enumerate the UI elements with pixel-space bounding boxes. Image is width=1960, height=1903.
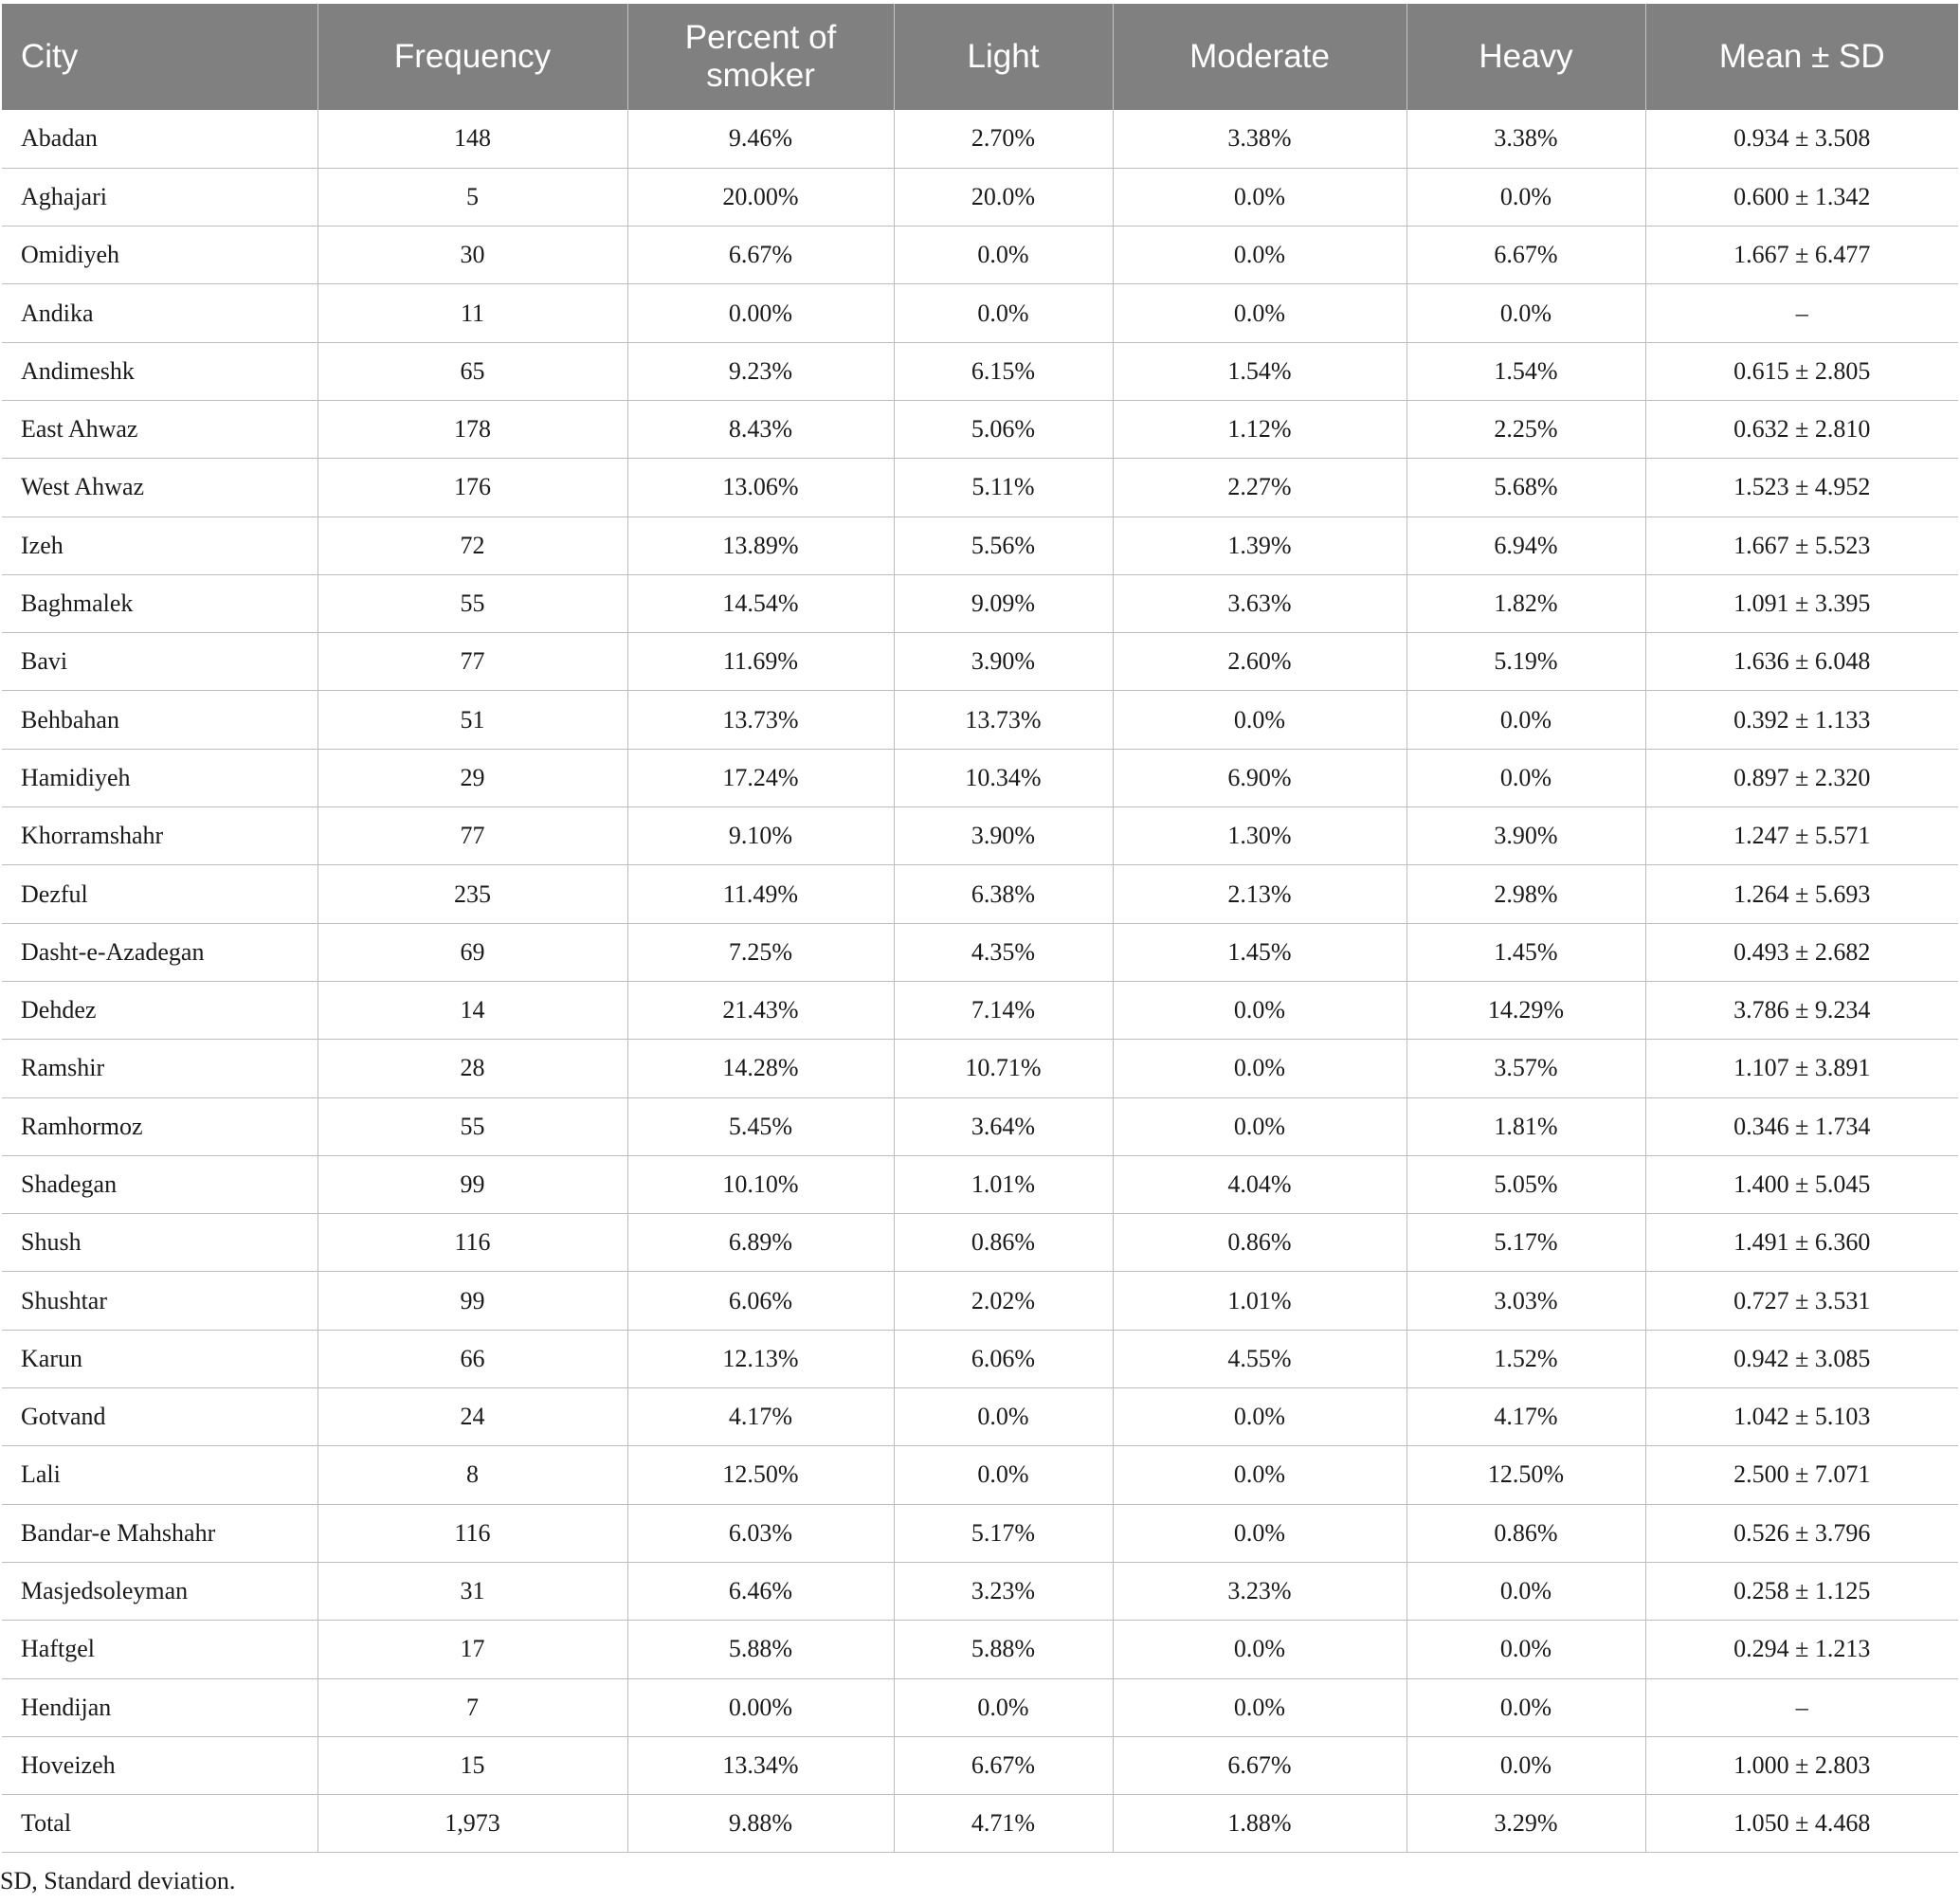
- table-cell: 21.43%: [627, 981, 894, 1039]
- table-cell: 14.28%: [627, 1040, 894, 1097]
- table-cell: 235: [318, 865, 627, 923]
- table-cell: 11.69%: [627, 633, 894, 691]
- table-cell: 3.38%: [1406, 110, 1645, 168]
- table-cell: 3.38%: [1113, 110, 1406, 168]
- table-row: [2, 342, 1958, 400]
- table-cell: 2.70%: [894, 110, 1113, 168]
- table-cell: 4.17%: [1406, 1388, 1645, 1446]
- city-cell: Baghmalek: [2, 574, 318, 632]
- table-row: [2, 1155, 1958, 1213]
- table-cell: 9.46%: [627, 110, 894, 168]
- table-cell: 0.86%: [1113, 1214, 1406, 1272]
- table-cell: 6.15%: [894, 342, 1113, 400]
- table-row: [2, 1330, 1958, 1387]
- table-cell: 0.86%: [1406, 1504, 1645, 1562]
- table-cell: 1.107 ± 3.891: [1645, 1040, 1958, 1097]
- table-cell: 51: [318, 691, 627, 749]
- table-cell: 28: [318, 1040, 627, 1097]
- city-cell: Dezful: [2, 865, 318, 923]
- table-cell: 30: [318, 227, 627, 284]
- table-cell: 1.264 ± 5.693: [1645, 865, 1958, 923]
- table-cell: 14.29%: [1406, 981, 1645, 1039]
- table-cell: 13.73%: [894, 691, 1113, 749]
- table-cell: 5.11%: [894, 459, 1113, 517]
- table-cell: 1.247 ± 5.571: [1645, 807, 1958, 865]
- table-cell: 72: [318, 517, 627, 574]
- table-cell: 3.64%: [894, 1097, 1113, 1155]
- table-cell: 0.0%: [1113, 1040, 1406, 1097]
- city-cell: Hamidiyeh: [2, 749, 318, 807]
- table-cell: 0.0%: [1113, 1446, 1406, 1504]
- table-cell: 0.0%: [1406, 749, 1645, 807]
- table-row: [2, 865, 1958, 923]
- table-cell: 13.73%: [627, 691, 894, 749]
- table-cell: 8.43%: [627, 400, 894, 458]
- table-row: [2, 1446, 1958, 1504]
- table-cell: 6.90%: [1113, 749, 1406, 807]
- city-cell: Shushtar: [2, 1272, 318, 1330]
- table-cell: 31: [318, 1562, 627, 1620]
- table-cell: 0.0%: [1406, 284, 1645, 342]
- table-cell: 2.25%: [1406, 400, 1645, 458]
- table-cell: 12.50%: [1406, 1446, 1645, 1504]
- smoking-table-container: [2, 4, 1958, 1853]
- table-cell: 65: [318, 342, 627, 400]
- table-row: [2, 923, 1958, 981]
- city-cell: Khorramshahr: [2, 807, 318, 865]
- table-cell: 3.90%: [894, 807, 1113, 865]
- table-cell: 1.81%: [1406, 1097, 1645, 1155]
- table-cell: 116: [318, 1214, 627, 1272]
- table-cell: 7: [318, 1678, 627, 1736]
- city-cell: Dehdez: [2, 981, 318, 1039]
- table-cell: 3.23%: [894, 1562, 1113, 1620]
- table-cell: 5.45%: [627, 1097, 894, 1155]
- table-cell: 3.786 ± 9.234: [1645, 981, 1958, 1039]
- table-cell: 0.0%: [1113, 227, 1406, 284]
- table-cell: 15: [318, 1736, 627, 1794]
- table-row: [2, 1678, 1958, 1736]
- table-cell: 0.0%: [894, 227, 1113, 284]
- table-cell: 3.23%: [1113, 1562, 1406, 1620]
- city-cell: Gotvand: [2, 1388, 318, 1446]
- table-cell: 1.667 ± 6.477: [1645, 227, 1958, 284]
- table-cell: 14: [318, 981, 627, 1039]
- table-cell: 0.0%: [1406, 1562, 1645, 1620]
- table-row: [2, 1388, 1958, 1446]
- table-cell: 55: [318, 1097, 627, 1155]
- table-cell: –: [1645, 1678, 1958, 1736]
- table-row: [2, 1272, 1958, 1330]
- table-cell: 0.00%: [627, 284, 894, 342]
- table-cell: 77: [318, 633, 627, 691]
- table-row: [2, 1097, 1958, 1155]
- table-cell: 0.600 ± 1.342: [1645, 168, 1958, 226]
- city-cell: Bandar-e Mahshahr: [2, 1504, 318, 1562]
- table-cell: 10.34%: [894, 749, 1113, 807]
- table-cell: 7.25%: [627, 923, 894, 981]
- table-row: [2, 1562, 1958, 1620]
- table-cell: 0.727 ± 3.531: [1645, 1272, 1958, 1330]
- city-cell: Haftgel: [2, 1621, 318, 1678]
- table-row: [2, 110, 1958, 168]
- table-cell: 2.13%: [1113, 865, 1406, 923]
- table-cell: 1.12%: [1113, 400, 1406, 458]
- table-cell: 0.0%: [1113, 1678, 1406, 1736]
- city-cell: Hendijan: [2, 1678, 318, 1736]
- table-cell: 0.258 ± 1.125: [1645, 1562, 1958, 1620]
- table-row: [2, 284, 1958, 342]
- table-cell: 0.0%: [1406, 1678, 1645, 1736]
- table-cell: 9.09%: [894, 574, 1113, 632]
- table-cell: 0.615 ± 2.805: [1645, 342, 1958, 400]
- table-cell: 1.400 ± 5.045: [1645, 1155, 1958, 1213]
- column-header: Heavy: [1406, 4, 1645, 110]
- table-cell: 5.68%: [1406, 459, 1645, 517]
- table-cell: 4.04%: [1113, 1155, 1406, 1213]
- table-header: [2, 4, 1958, 110]
- table-cell: 0.0%: [1113, 168, 1406, 226]
- header-row: [2, 4, 1958, 110]
- table-cell: 0.942 ± 3.085: [1645, 1330, 1958, 1387]
- table-cell: 9.10%: [627, 807, 894, 865]
- table-cell: 1.45%: [1113, 923, 1406, 981]
- table-cell: 3.29%: [1406, 1795, 1645, 1853]
- table-cell: 0.0%: [1406, 1736, 1645, 1794]
- table-cell: 0.0%: [894, 1446, 1113, 1504]
- table-cell: 3.57%: [1406, 1040, 1645, 1097]
- table-cell: 0.0%: [894, 1388, 1113, 1446]
- table-cell: 1.523 ± 4.952: [1645, 459, 1958, 517]
- city-cell: Izeh: [2, 517, 318, 574]
- city-cell: Shush: [2, 1214, 318, 1272]
- table-cell: 176: [318, 459, 627, 517]
- table-cell: 29: [318, 749, 627, 807]
- table-row: [2, 1621, 1958, 1678]
- column-header: Mean ± SD: [1645, 4, 1958, 110]
- city-cell: Andika: [2, 284, 318, 342]
- table-cell: 17.24%: [627, 749, 894, 807]
- table-cell: 1.45%: [1406, 923, 1645, 981]
- table-cell: 116: [318, 1504, 627, 1562]
- table-cell: 0.0%: [1113, 1621, 1406, 1678]
- table-cell: 4.35%: [894, 923, 1113, 981]
- city-cell: Hoveizeh: [2, 1736, 318, 1794]
- table-row: [2, 517, 1958, 574]
- table-cell: 2.98%: [1406, 865, 1645, 923]
- table-cell: 2.60%: [1113, 633, 1406, 691]
- table-row: [2, 1040, 1958, 1097]
- table-cell: 13.34%: [627, 1736, 894, 1794]
- city-cell: Shadegan: [2, 1155, 318, 1213]
- table-cell: 6.06%: [627, 1272, 894, 1330]
- city-cell: Karun: [2, 1330, 318, 1387]
- table-cell: 77: [318, 807, 627, 865]
- table-cell: 1.39%: [1113, 517, 1406, 574]
- table-cell: 2.27%: [1113, 459, 1406, 517]
- table-row: [2, 807, 1958, 865]
- column-header: Moderate: [1113, 4, 1406, 110]
- table-cell: 0.00%: [627, 1678, 894, 1736]
- table-cell: 1.636 ± 6.048: [1645, 633, 1958, 691]
- city-cell: West Ahwaz: [2, 459, 318, 517]
- table-cell: 0.0%: [1113, 1097, 1406, 1155]
- column-header: City: [2, 4, 318, 110]
- table-cell: 6.03%: [627, 1504, 894, 1562]
- table-cell: 1,973: [318, 1795, 627, 1853]
- table-cell: 3.03%: [1406, 1272, 1645, 1330]
- table-cell: 66: [318, 1330, 627, 1387]
- table-row: [2, 1214, 1958, 1272]
- table-cell: 17: [318, 1621, 627, 1678]
- table-cell: 6.89%: [627, 1214, 894, 1272]
- table-cell: 0.0%: [1113, 691, 1406, 749]
- table-cell: 5.56%: [894, 517, 1113, 574]
- table-cell: 0.0%: [1113, 981, 1406, 1039]
- table-cell: 5.88%: [627, 1621, 894, 1678]
- table-cell: 0.392 ± 1.133: [1645, 691, 1958, 749]
- table-cell: 0.493 ± 2.682: [1645, 923, 1958, 981]
- column-header: Light: [894, 4, 1113, 110]
- city-cell: Masjedsoleyman: [2, 1562, 318, 1620]
- table-cell: 4.55%: [1113, 1330, 1406, 1387]
- table-cell: 9.23%: [627, 342, 894, 400]
- city-cell: Abadan: [2, 110, 318, 168]
- table-cell: 6.94%: [1406, 517, 1645, 574]
- city-cell: Ramhormoz: [2, 1097, 318, 1155]
- table-cell: 6.67%: [894, 1736, 1113, 1794]
- table-cell: 1.01%: [1113, 1272, 1406, 1330]
- table-cell: 0.0%: [894, 284, 1113, 342]
- table-cell: 5: [318, 168, 627, 226]
- city-cell: Andimeshk: [2, 342, 318, 400]
- column-header: Percent of smoker: [627, 4, 894, 110]
- table-row: [2, 574, 1958, 632]
- table-row: [2, 691, 1958, 749]
- table-cell: 12.50%: [627, 1446, 894, 1504]
- table-row: [2, 168, 1958, 226]
- table-cell: 10.71%: [894, 1040, 1113, 1097]
- table-row: [2, 227, 1958, 284]
- table-cell: 0.934 ± 3.508: [1645, 110, 1958, 168]
- table-cell: 6.67%: [627, 227, 894, 284]
- table-cell: 0.0%: [1406, 691, 1645, 749]
- table-cell: 1.491 ± 6.360: [1645, 1214, 1958, 1272]
- table-row: [2, 749, 1958, 807]
- total-row: [2, 1795, 1958, 1853]
- table-cell: 13.06%: [627, 459, 894, 517]
- city-cell: Ramshir: [2, 1040, 318, 1097]
- table-cell: 7.14%: [894, 981, 1113, 1039]
- table-row: [2, 981, 1958, 1039]
- table-cell: 1.54%: [1406, 342, 1645, 400]
- table-footnote: SD, Standard deviation.: [0, 1867, 236, 1894]
- city-cell: Lali: [2, 1446, 318, 1504]
- smoking-by-city-table: [2, 4, 1958, 1853]
- table-cell: 0.0%: [1113, 1388, 1406, 1446]
- table-cell: 0.0%: [1406, 168, 1645, 226]
- table-cell: 1.667 ± 5.523: [1645, 517, 1958, 574]
- table-cell: 1.52%: [1406, 1330, 1645, 1387]
- table-cell: 4.71%: [894, 1795, 1113, 1853]
- table-cell: 6.67%: [1406, 227, 1645, 284]
- table-cell: 1.091 ± 3.395: [1645, 574, 1958, 632]
- table-cell: 2.500 ± 7.071: [1645, 1446, 1958, 1504]
- city-cell: Aghajari: [2, 168, 318, 226]
- table-cell: 1.042 ± 5.103: [1645, 1388, 1958, 1446]
- table-cell: 178: [318, 400, 627, 458]
- table-cell: 0.0%: [894, 1678, 1113, 1736]
- table-cell: 0.86%: [894, 1214, 1113, 1272]
- table-row: [2, 400, 1958, 458]
- table-body: [2, 110, 1958, 1853]
- table-cell: 0.294 ± 1.213: [1645, 1621, 1958, 1678]
- column-header: Frequency: [318, 4, 627, 110]
- table-cell: 148: [318, 110, 627, 168]
- table-cell: 0.0%: [1113, 1504, 1406, 1562]
- table-cell: 9.88%: [627, 1795, 894, 1853]
- table-cell: 8: [318, 1446, 627, 1504]
- table-cell: –: [1645, 284, 1958, 342]
- table-cell: 10.10%: [627, 1155, 894, 1213]
- table-cell: 6.38%: [894, 865, 1113, 923]
- table-cell: 99: [318, 1272, 627, 1330]
- city-cell: Bavi: [2, 633, 318, 691]
- table-cell: 1.050 ± 4.468: [1645, 1795, 1958, 1853]
- city-cell: Behbahan: [2, 691, 318, 749]
- table-cell: 1.82%: [1406, 574, 1645, 632]
- table-cell: 24: [318, 1388, 627, 1446]
- table-cell: 11.49%: [627, 865, 894, 923]
- city-cell: East Ahwaz: [2, 400, 318, 458]
- table-cell: 69: [318, 923, 627, 981]
- table-cell: 13.89%: [627, 517, 894, 574]
- table-cell: 1.01%: [894, 1155, 1113, 1213]
- table-cell: 1.000 ± 2.803: [1645, 1736, 1958, 1794]
- table-cell: 1.54%: [1113, 342, 1406, 400]
- table-cell: 6.46%: [627, 1562, 894, 1620]
- table-row: [2, 633, 1958, 691]
- table-cell: 3.63%: [1113, 574, 1406, 632]
- table-cell: 99: [318, 1155, 627, 1213]
- city-cell: Dasht-e-Azadegan: [2, 923, 318, 981]
- table-cell: 11: [318, 284, 627, 342]
- table-cell: 5.06%: [894, 400, 1113, 458]
- table-cell: 1.88%: [1113, 1795, 1406, 1853]
- table-cell: 55: [318, 574, 627, 632]
- table-row: [2, 459, 1958, 517]
- table-cell: 0.897 ± 2.320: [1645, 749, 1958, 807]
- table-cell: 3.90%: [1406, 807, 1645, 865]
- table-cell: 2.02%: [894, 1272, 1113, 1330]
- table-cell: 20.00%: [627, 168, 894, 226]
- table-cell: 0.632 ± 2.810: [1645, 400, 1958, 458]
- table-cell: 0.346 ± 1.734: [1645, 1097, 1958, 1155]
- table-cell: 0.0%: [1113, 284, 1406, 342]
- table-cell: 20.0%: [894, 168, 1113, 226]
- table-cell: 5.19%: [1406, 633, 1645, 691]
- city-cell: Omidiyeh: [2, 227, 318, 284]
- city-cell: Total: [2, 1795, 318, 1853]
- table-cell: 12.13%: [627, 1330, 894, 1387]
- table-cell: 1.30%: [1113, 807, 1406, 865]
- table-cell: 4.17%: [627, 1388, 894, 1446]
- table-cell: 5.17%: [894, 1504, 1113, 1562]
- table-cell: 3.90%: [894, 633, 1113, 691]
- table-cell: 6.06%: [894, 1330, 1113, 1387]
- table-cell: 5.17%: [1406, 1214, 1645, 1272]
- table-cell: 6.67%: [1113, 1736, 1406, 1794]
- table-row: [2, 1504, 1958, 1562]
- table-row: [2, 1736, 1958, 1794]
- table-cell: 0.526 ± 3.796: [1645, 1504, 1958, 1562]
- table-cell: 0.0%: [1406, 1621, 1645, 1678]
- table-cell: 5.88%: [894, 1621, 1113, 1678]
- table-cell: 14.54%: [627, 574, 894, 632]
- table-cell: 5.05%: [1406, 1155, 1645, 1213]
